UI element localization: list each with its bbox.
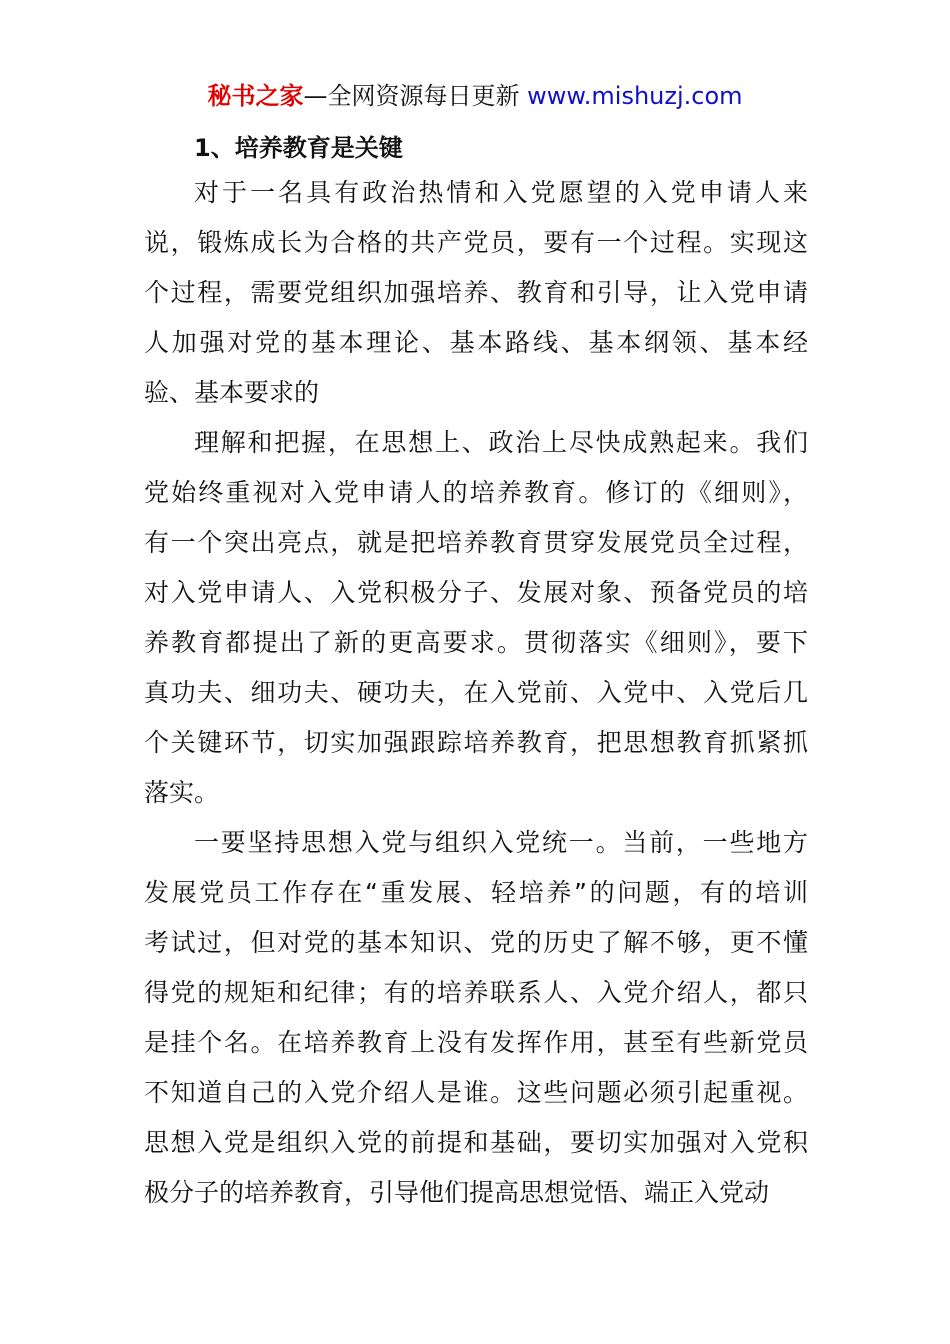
paragraph-line: 思想入党是组织入党的前提和基础，要切实加强对入党积	[144, 1128, 808, 1157]
paragraph-line: 不知道自己的入党介绍人是谁。这些问题必须引起重视。	[144, 1078, 808, 1107]
section-heading: 1、培养教育是关键	[194, 134, 403, 162]
paragraph-list	[144, 168, 808, 1218]
site-header	[0, 78, 950, 114]
paragraph-line: 理解和把握，在思想上、政治上尽快成熟起来。我们	[194, 428, 808, 457]
paragraph-line: 个过程，需要党组织加强培养、教育和引导，让入党申请	[144, 278, 808, 307]
paragraph	[144, 418, 808, 818]
paragraph-line: 一要坚持思想入党与组织入党统一。当前，一些地方	[194, 828, 808, 857]
paragraph-line: 极分子的培养教育，引导他们提高思想觉悟、端正入党动	[144, 1178, 770, 1207]
paragraph-line: 个关键环节，切实加强跟踪培养教育，把思想教育抓紧抓	[144, 728, 808, 757]
paragraph	[144, 168, 808, 418]
site-brand: 秘书之家	[207, 82, 304, 110]
site-tagline: —全网资源每日更新	[303, 82, 528, 110]
paragraph-line: 考试过，但对党的基本知识、党的历史了解不够，更不懂	[144, 928, 808, 957]
paragraph-line: 得党的规矩和纪律；有的培养联系人、入党介绍人，都只	[144, 978, 808, 1007]
paragraph	[144, 818, 808, 1218]
paragraph-line: 说，锻炼成长为合格的共产党员，要有一个过程。实现这	[144, 228, 808, 257]
paragraph-line: 有一个突出亮点，就是把培养教育贯穿发展党员全过程，	[144, 528, 808, 557]
paragraph-line: 发展党员工作存在“重发展、轻培养”的问题，有的培训	[144, 878, 808, 907]
paragraph-line: 对于一名具有政治热情和入党愿望的入党申请人来	[194, 178, 808, 207]
paragraph-line: 验、基本要求的	[144, 378, 320, 407]
paragraph-line: 真功夫、细功夫、硬功夫，在入党前、入党中、入党后几	[144, 678, 808, 707]
paragraph-line: 人加强对党的基本理论、基本路线、基本纲领、基本经	[144, 328, 808, 357]
paragraph-line: 对入党申请人、入党积极分子、发展对象、预备党员的培	[144, 578, 808, 607]
paragraph-line: 养教育都提出了新的更高要求。贯彻落实《细则》，要下	[144, 628, 808, 657]
paragraph-line: 落实。	[144, 778, 220, 807]
site-url-link[interactable]: www.mishuzj.com	[527, 82, 743, 110]
paragraph-line: 是挂个名。在培养教育上没有发挥作用，甚至有些新党员	[144, 1028, 808, 1057]
paragraph-line: 党始终重视对入党申请人的培养教育。修订的《细则》，	[144, 478, 808, 507]
document-body	[144, 128, 808, 1218]
